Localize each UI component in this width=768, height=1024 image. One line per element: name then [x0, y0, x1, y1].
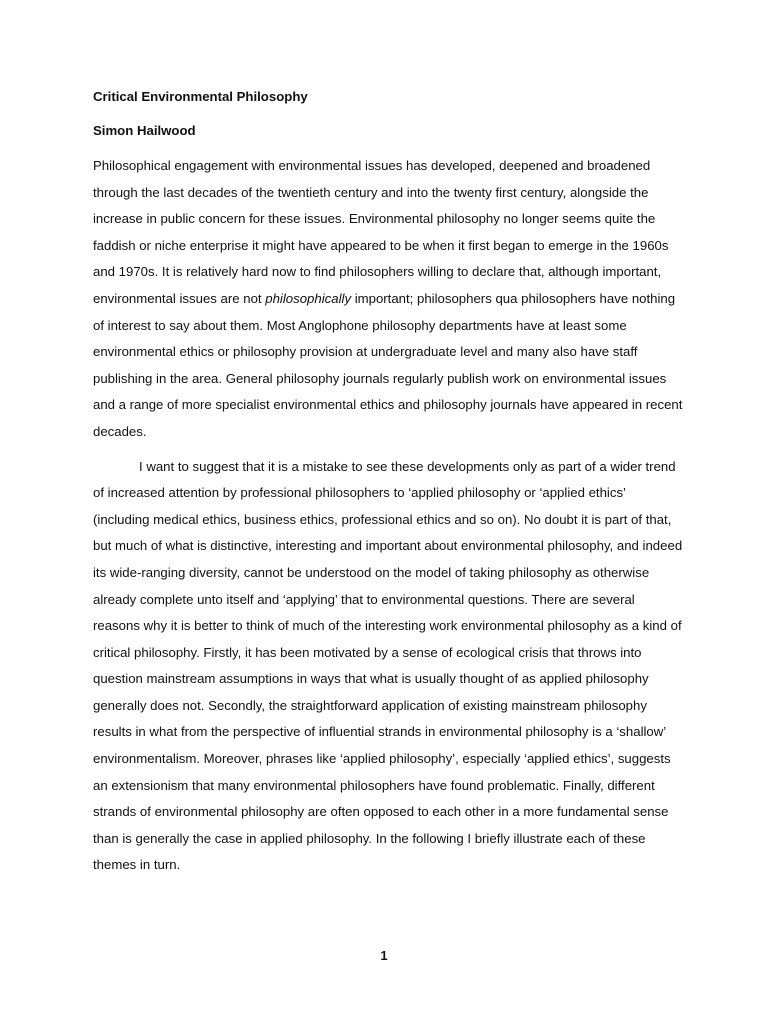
paragraph-1 — [93, 153, 683, 446]
paragraph-1-text-start: Philosophical engagement with environmental issues has developed, deepened and broadened through the last decades of the twentieth century and into the twenty first century, alongside the increase in public concern for these issues. Environmental philosophy no longer seems quite the faddish or niche enterprise it might have appeared to be when it first began to emerge in the 1960s and 1970s. It is relatively hard now to find philosophers willing to declare that, although important, environmental issues are not — [93, 158, 669, 306]
page-number: 1 — [380, 948, 388, 963]
paragraph-1-text-end: important; philosophers qua philosophers have nothing of interest to say about them. Most Anglophone philosophy departments have at least some environmental ethics or philosophy provision at undergraduate level and many also have staff publishing in the area. General philosophy journals regularly publish work on environmental issues and a range of more specialist environmental ethics and philosophy journals have appeared in recent decades. — [93, 290, 683, 439]
author-name: Simon Hailwood — [93, 123, 196, 138]
document-title: Critical Environmental Philosophy — [93, 89, 308, 104]
paragraph-2: I want to suggest that it is a mistake to see these developments only as part of a wider trend of increased attention by professional philosophers to ‘applied philosophy or ‘applied ethics’ (including medical ethics, business ethics, professional ethics and so on). No doubt it is part of that, but much of what is distinctive, interesting and important about environmental philosophy, and indeed its wide-ranging diversity, cannot be understood on the model of taking philosophy as otherwise already complete unto itself and ‘applying’ that to environmental questions. There are several reasons why it is better to think of much of the interesting work environmental philosophy as a kind of critical philosophy. Firstly, it has been motivated by a sense of ecological crisis that throws into question mainstream assumptions in ways that what is usually thought of as applied philosophy generally does not. Secondly, the straightforward application of existing mainstream philosophy results in what from the perspective of influential strands in environmental philosophy is a ‘shallow’ environmentalism. Moreover, phrases like ‘applied philosophy’, especially ‘applied ethics’, suggests an extensionism that many environmental philosophers have found problematic. Finally, different strands of environmental philosophy are often opposed to each other in a more fundamental sense than is generally the case in applied philosophy. In the following I briefly illustrate each of these themes in turn. — [93, 458, 683, 873]
italic-emphasis: philosophically — [265, 290, 352, 306]
document-body — [93, 86, 683, 879]
